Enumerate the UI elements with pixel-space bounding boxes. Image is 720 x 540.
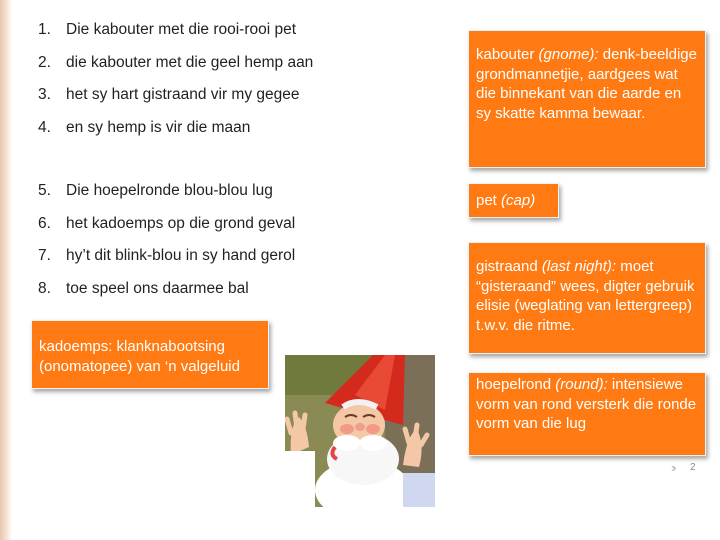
callout-pet: pet (cap)	[468, 183, 559, 218]
left-accent-bar	[0, 0, 12, 540]
poem-line: 4. en sy hemp is vir die maan	[38, 118, 251, 136]
gnome-image	[285, 355, 435, 507]
poem-line: 8. toe speel ons daarmee bal	[38, 279, 249, 297]
callout-gistraand: gistraand (last night): moet “gisteraand” wees, digter gebruik elisie (weglating van lettergreep) t.w.v. die ritme.	[468, 242, 706, 354]
callout-hoepelrond: hoepelrond (round): intensiewe vorm van rond versterk die ronde vorm van die lug	[468, 372, 706, 456]
poem-list	[38, 14, 438, 305]
poem-line: 6. het kadoemps op die grond geval	[38, 214, 296, 232]
poem-line: 5. Die hoepelronde blou-blou lug	[38, 182, 273, 199]
poem-line: 3. het sy hart gistraand vir my gegee	[38, 86, 300, 103]
poem-line: 1. Die kabouter met die rooi-rooi pet	[38, 21, 297, 38]
callout-kabouter: kabouter (gnome): denk-beeldige grondmannetjie, aardgees wat die binnekant van die aarde en sy skatte kamma bewaar.	[468, 30, 706, 168]
poem-line: 2. die kabouter met die geel hemp aan	[38, 53, 314, 71]
poem-line: 7. hy’t dit blink-blou in sy hand gerol	[38, 247, 296, 264]
slide-number: 2	[690, 462, 696, 473]
callout-kadoemps: kadoemps: klanknabootsing (onomatopee) van ‘n valgeluid	[31, 320, 269, 389]
chevron-right-icon: ››	[671, 460, 674, 475]
